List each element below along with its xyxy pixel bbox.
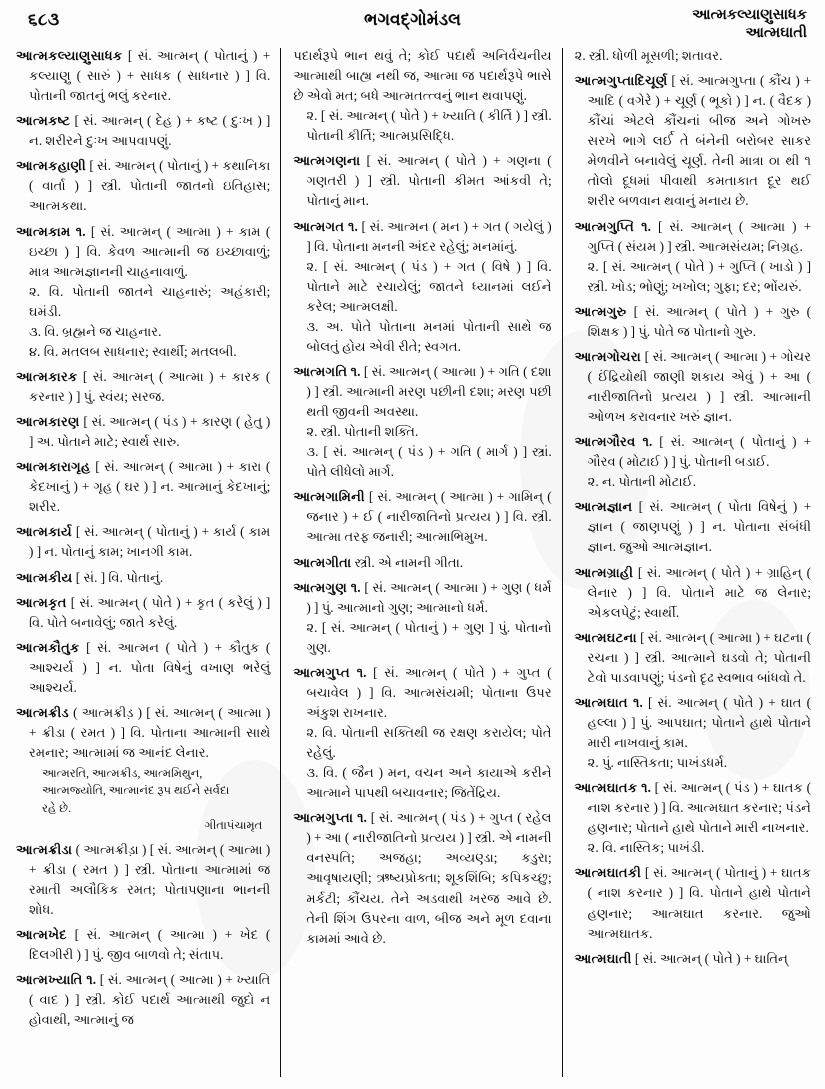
entry-headword: આત્મકામ: [16, 223, 71, 239]
entry-headword: આત્મગીતા: [293, 554, 352, 570]
entry-definition: [16, 522, 270, 562]
dictionary-entry: [575, 347, 811, 427]
entry-sense: ૨. વિ. પોતાની સક્તિથી જ રક્ષણ કરાયેલ; પોતે રહેલું.: [306, 725, 552, 761]
entry-headword: આત્મઘાત: [574, 694, 628, 710]
entry-sense: ૨. વિ. નાસ્તિક; પાખંડી.: [587, 840, 705, 856]
entry-body-text: [ સં. આત્મન્ ( આત્મા ) + ગોચર ( ઈંદ્રિયોથી જાણી શકાય એવું ) + આ ( નારીજાતિનો પ્રત્યય ) ] સ્ત્રી. આત્માની ઓળખ કરાવનાર ખરું જ્ઞાન.: [587, 348, 812, 425]
sense-number: ૧.: [70, 223, 86, 239]
entry-definition: [293, 578, 551, 618]
entry-body-text: પદાર્થરૂપે ભાન થવું તે; કોઈ પદાર્થ અનિર્વચનીય આત્માથી બાહ્ય નથી જ, આત્મા જ પદાર્થરૂપે ભાસે છે એવો મત; બધે આત્મતત્ત્વનું ભાન થવાપણું.: [293, 48, 552, 104]
dictionary-entry: [575, 497, 811, 557]
entry-headword: આત્મગુપ્તિ: [574, 218, 635, 234]
column-1: [0, 46, 280, 1085]
entry-body-text: [ સં. આત્મન્ ( પોતે ) + ગણના ( ગણતરી ) ] સ્ત્રી. પોતાની કીમત આંકવી તે; પોતાનું માન.: [306, 153, 552, 209]
dictionary-entry: [293, 362, 551, 482]
dictionary-entry: [575, 432, 811, 492]
dictionary-entry: [16, 703, 270, 835]
citation-line: આત્મરતિ, આત્મક્રીડ, આત્મમિથુન,: [42, 767, 203, 781]
sense-number: ૧.: [350, 664, 367, 680]
guide-word-last: આત્મઘાતી: [745, 25, 807, 42]
entry-headword: આત્મખેદ: [16, 926, 67, 942]
entry-headword: આત્મક્રીડા: [16, 841, 73, 857]
entry-body-text: ( આત્મક્રીડ઼ ) [ સં. આત્મન્ ( આત્મા ) + ક્રીડા ( રમત ) ] વિ. પોતાના આત્માની સાથે રમનાર; આત્મામાં જ આનંદ લેનાર.: [29, 704, 271, 760]
entry-sense: ૩. વિ. બ્રહ્મને જ ચાહનાર.: [29, 323, 162, 339]
dictionary-entry: [575, 863, 811, 943]
entry-headword: આત્મગૌરવ: [574, 434, 636, 450]
entry-definition: [575, 563, 811, 623]
entry-headword: આત્મકાર્ય: [16, 524, 72, 540]
entry-definition: [575, 863, 811, 943]
entry-body-text: [ સં. આત્મન્ ( પોતે ) + ઘાતિન્: [631, 950, 788, 966]
entry-headword: આત્મખ્યાતિ: [16, 972, 83, 987]
entry-sense: ૩. [ સં. આત્મન્ ( પંડ ) + ગતિ ( માર્ગ ) ] સ્ત્રાં. પોતે લીધેલો માર્ગ.: [306, 444, 552, 480]
dictionary-entry: [16, 367, 270, 407]
entry-headword: આત્મગુપ્તા: [293, 810, 354, 826]
entry-headword: આત્મકહાણી: [16, 158, 86, 174]
entry-definition: [16, 568, 270, 588]
sense-number: ૧.: [344, 218, 358, 234]
dictionary-entry: [575, 628, 811, 688]
dictionary-entry: [16, 970, 270, 1030]
entry-definition: [575, 217, 811, 257]
dictionary-entry: [293, 487, 551, 547]
entry-body-text: [ સં. આત્મન્ ( આત્મા ) + ગુણ ( ધર્મ ) ] પું. આત્માનો ગુણ; આત્માનો ધર્મ.: [306, 579, 552, 615]
entry-headword: આત્મગતિ: [293, 363, 348, 379]
dictionary-entry: [575, 302, 811, 342]
guide-word-first: આત્મકલ્યાણુસાધક: [692, 7, 807, 23]
dictionary-entry: [16, 46, 270, 106]
entry-definition: [293, 553, 551, 573]
entry-definition: [16, 222, 270, 282]
dictionary-entry: [16, 593, 270, 633]
entry-sense: ૨. [ સં. આત્મન્ ( પંડ ) + ગત ( વિષે ) ] વિ. પોતાને માટે રચાયેલું; જાતને ધ્યાનમાં લઈને કરેલ; આત્મલક્ષી.: [306, 258, 552, 314]
entry-body-text: ( આત્મક્રીડ઼ા ) [ સં. આત્મન્ ( આત્મા ) + ક્રીડા ( રમત ) ] સ્ત્રી. પોતાના આત્મામાં જ રમાતી અલૌકિક રમત; પોતાપણાના ભાનની શોધ.: [29, 841, 271, 917]
entry-body-text: [ સં. આત્મન્ ( પોતાનું ) + કાર્ય ( કામ ) ] ન. પોતાનું કામ; ખાનગી કામ.: [29, 524, 271, 560]
entry-sense: ૨. [ સં. આત્મન્ ( પોતે ) + ગુપ્તિ ( ખાડો ) ] સ્ત્રી. ખોડ; ભોણું; ખખોલ; ગુફા; દર; ભોંયરું.: [587, 258, 812, 294]
citation-line: આત્મજ્યોતિ, આત્માનંદ રૂપ થઈને સર્વદા: [42, 784, 230, 798]
entry-body-text: [ સં. આત્મન્ ( પોતાનું ) + ઘાતક ( નાશ કરનાર ) ] વિ. પોતાને હાથે પોતાને હણનાર; આત્મઘાત કરનાર. જુઓ આત્મઘાતક.: [587, 865, 812, 941]
entry-definition: [16, 412, 270, 452]
dictionary-title: ભગવદ્‌ગોમંડલ: [364, 10, 461, 29]
entry-definition: [16, 111, 270, 151]
entry-citation: [16, 765, 270, 835]
column-3: [563, 46, 825, 1085]
entry-body-text: [ સં. આત્મન્ ( આત્મા ) + ગુપ્તિ ( સંયમ ) ] સ્ત્રી. આત્મસંયમ; નિગ્રહ.: [587, 218, 812, 254]
entry-definition: [16, 593, 270, 633]
entry-headword: આત્મઘાતકી: [574, 865, 642, 881]
entry-body-text: [ સં. આત્મન્ ( પોતે ) + ગુરુ ( શિક્ષક ) ] પું. પોતે જ પોતાનો ગુરુ.: [587, 303, 812, 339]
sense-number: ૧.: [347, 579, 361, 595]
entry-sense: ૨. વિ. પોતાની જાતને ચાહનારું; અહંકારી; ઘમંડી.: [29, 283, 271, 319]
entry-definition: [575, 628, 811, 688]
entry-headword: આત્મગુપ્ત: [293, 664, 350, 680]
entry-body-text: [ સં. આત્મન્ ( પોતે ) + ઘાત ( હલ્લા ) ] પું. આપઘાત; પોતાને હાથે પોતાને મારી નાખવાનું કામ.: [587, 694, 812, 750]
entry-definition: [575, 71, 811, 211]
entry-definition: [575, 497, 811, 557]
dictionary-entry: [575, 217, 811, 297]
entry-body-text: [ સં. આત્મન્ ( આત્મા ) + ઘટના ( રચના ) ] સ્ત્રી. આત્માને ઘડવો તે; પોતાની ટેવો પાડવાપણું; પંડનો દૃઢ સ્વભાવ બાંધવો તે.: [587, 629, 812, 685]
entry-body-text: [ સં. આત્મન્ ( પોતાનું ) + કલ્યાણુ ( સારું ) + સાધક ( સાધનાર ) ] વિ. પોતાની જાતનું ભલું કરનાર.: [29, 48, 271, 104]
dictionary-entry: [293, 151, 551, 211]
entry-headword: આત્મગામિની: [293, 489, 365, 505]
entry-headword: આત્મઘાતી: [574, 950, 632, 966]
entry-definition: [293, 362, 551, 422]
dictionary-entry: [575, 71, 811, 211]
entry-headword: આત્મકષ્ટ: [16, 113, 71, 129]
dictionary-entry: [575, 949, 811, 969]
entry-sense: ૨. [ સં. આત્મન્ ( પોતાનું ) + ગુણ ] પું. પોતાનો ગુણ.: [306, 619, 552, 655]
entry-body-text: [ સં. ] વિ. પોતાનું.: [72, 569, 164, 585]
entry-definition: [575, 347, 811, 427]
dictionary-entry: [293, 553, 551, 573]
sense-number: ૧.: [347, 363, 361, 379]
entry-body-text: [ સં. આત્મન્ ( આત્મા ) + ગતિ ( દશા ) ] સ્ત્રી. આત્માની મરણ પછીની દશા; મરણ પછી થતી જીવની અવસ્થા.: [306, 363, 552, 420]
dictionary-entry: [293, 578, 551, 658]
entry-headword: આત્મગુપ્તાદિચૂર્ણ: [574, 73, 668, 89]
entry-body-text: [ સં. આત્મન્ ( આત્મા ) + કામ ( ઇચ્છા ) ] વિ. કેવળ આત્માની જ ઇચ્છાવાળું; માત્ર આત્મજ્ઞાનની ચાહનાવાળું.: [29, 223, 271, 279]
entry-definition: [16, 367, 270, 407]
citation-line: રહે છે.: [42, 801, 71, 815]
entry-definition: [575, 432, 811, 472]
entry-body-text: [ સં. આત્મન્ ( આત્મા ) + ખ્યાતિ ( વાદ ) ] સ્ત્રી. કોઈ પદાર્થ આત્માથી જુદો ન હોવાથી, આત્માનું જ: [29, 972, 271, 1028]
dictionary-entry: [16, 925, 270, 965]
entry-sense: ૨. પું. નાસ્તિકતા; પાખંડધર્મ.: [587, 755, 728, 771]
entry-headword: આત્મકારણ: [16, 414, 80, 430]
entry-headword: આત્મગોચરા: [574, 348, 641, 364]
column-2: [281, 46, 561, 1085]
sense-number: ૧.: [634, 218, 651, 234]
page-folio-number: ૬૮૩: [28, 10, 60, 29]
entry-sense: ૨. ન. પોતાની મોટાઈ.: [587, 474, 697, 490]
entry-sense: ૩. અ. પોતે પોતાના મનમાં પોતાની સાથે જ બોલતું હોય એવી રીતે; સ્વગત.: [306, 318, 552, 354]
dictionary-entry: [293, 217, 551, 357]
entry-body-text: [ સં. આત્મન્ ( દેહ ) + કષ્ટ ( દુઃખ ) ] ન. શરીરને દુઃખ આપવાપણું.: [29, 113, 271, 149]
entry-body-text: [ સં. આત્મન્ ( પોતે ) + ગ્રાહિન્ ( લેનાર ) ] વિ. પોતાને માટે જ લેનાર; એકલપેટું; સ્વાર્થી.: [587, 564, 812, 620]
entry-headword: આત્મગ્રાહી: [574, 564, 634, 580]
entry-sense: ૪. વિ. મતલબ સાધનાર; સ્વાર્થી; મતલબી.: [29, 343, 237, 359]
entry-headword: આત્મકીય: [16, 569, 73, 585]
sense-number: ૧.: [627, 694, 643, 710]
entry-headword: આત્મઘટના: [574, 629, 637, 645]
sense-number: ૧.: [637, 780, 651, 796]
dictionary-entry: [16, 457, 270, 517]
entry-sense: ૨. [ સં. આત્મન્ ( પોતે ) + ખ્યાતિ ( કીર્તિ ) ] સ્ત્રી. પોતાની કીર્તિ; આત્મપ્રસિદ્ધિ.: [306, 108, 552, 144]
entry-body-text: [ સં. આત્મન્ ( આત્મા ) + કારા ( કેદખાનું ) + ગૃહ ( ઘર ) ] ન. આત્માનું કેદખાનું; શરીર.: [29, 459, 271, 515]
dictionary-entry: [293, 808, 551, 948]
entry-definition: [16, 638, 270, 698]
entry-headword: આત્મગુરુ: [574, 303, 627, 319]
entry-definition: [575, 693, 811, 753]
entry-continuation: [293, 46, 551, 146]
entry-body-text: [ સં. આત્મન્ ( પોતે ) + કૃત ( કરેલું ) ] વિ. પોતે બનાવેલું; જાતે કરેલું.: [29, 594, 271, 630]
entry-body-text: [ સં. આત્મન્ ( પંડ ) + ગુપ્ત ( રહેલ ) + આ ( નારીજાતિનો પ્રત્યય ) ] સ્ત્રી. એ નામની વનસ્પતિ; અજહા; અવ્યણ્ડા; કડુરા; આવૃષાયણી; ઋષ્યપ્રોક્તા; શૂકશિંબિ; કપિકચ્છુ; મર્કટી; કૌંચય. તેને અડવાથી ખરજ આવે છે. તેની શિંગ ઉપરના વાળ, બીજ અને મૂળ દવાના કામમાં આવે છે.: [306, 810, 552, 946]
dictionary-entry: [16, 412, 270, 452]
entry-definition: [16, 703, 270, 763]
entry-headword: આત્મગણના: [293, 153, 361, 169]
entry-body-text: [ સં. આત્મન્ ( આત્મા ) + ગામિન્ ( જનાર ) + ઈ ( નારીજાતિનો પ્રત્યય ) ] વિ. સ્ત્રી. આત્મા તરફ જનારી; આત્માભિમુખ.: [306, 489, 552, 545]
dictionary-entry: [16, 522, 270, 562]
dictionary-entry: [16, 638, 270, 698]
entry-body-text: [ સં. આત્મગુપ્તા ( કૌંચ ) + આદિ ( વગેરે ) + ચૂર્ણ ( ભૂકો ) ] ન. ( વૈદક ) કૌંચાં એટલે કૌંચનાં બીજ અને ગોખરુ સરખે ભાગે લર્ઈ તે બંનેની બરોબર સાકર મેળવીને બનાવેલું ચૂર્ણ. તેની માત્રા ૦ા થી ૧ તોલો દૂધમાં પીવાથી કમતાકાત દૂર થઈ શરીર બળવાન થવાનું મનાય છે.: [587, 73, 812, 209]
entry-body-text: [ સં. આત્મન્ ( આત્મા ) + કારક ( કરનાર ) ] પું. સ્વંય; સરજ.: [29, 368, 271, 404]
entry-body-text: [ સં. આત્મન્ ( પોતા વિષેનું ) + જ્ઞાન ( જાણપણું ) ] ન. પોતાના સંબંધી જ્ઞાન. જુઓ આત્મજ્ઞાન.: [587, 499, 812, 555]
entry-sense: ૨. સ્ત્રી. પોતાની શક્તિ.: [306, 424, 419, 440]
dictionary-entry: [16, 111, 270, 151]
citation-source: ગીતાપંચામૃત: [204, 819, 263, 833]
entry-definition: [293, 663, 551, 723]
entry-definition: [575, 46, 811, 66]
entry-continuation: [575, 46, 811, 66]
entry-headword: આત્મકારક: [16, 368, 78, 384]
entry-definition: [16, 970, 270, 1030]
guide-words: [692, 6, 807, 42]
entry-headword: આત્મકારાગૃહ: [16, 459, 91, 475]
entry-sense: ૩. વિ. ( જૈન ) મન, વચન અને કાયાએ કરીને આત્માને પાપથી બચાવનાર; જિતેંદ્રિય.: [306, 765, 552, 801]
entry-definition: [293, 487, 551, 547]
entry-definition: [293, 217, 551, 257]
running-head: [0, 0, 825, 48]
dictionary-entry: [575, 563, 811, 623]
entry-body-text: [ સં. આત્મન્ ( પંડ ) + કારણ ( હેતુ ) ] અ. પોતાને માટે; સ્વાર્થ સારુ.: [29, 414, 271, 450]
column-container: [0, 46, 825, 1085]
entry-body-text: ૨. સ્ત્રી. ધોળી મૂસળી; શતાવર.: [574, 48, 723, 63]
dictionary-entry: [575, 778, 811, 858]
entry-definition: [293, 151, 551, 211]
entry-headword: આત્મગુણ: [293, 579, 348, 595]
entry-definition: [16, 457, 270, 517]
dictionary-entry: [16, 568, 270, 588]
dictionary-entry: [293, 663, 551, 803]
entry-body-text: [ સં. આત્મન ( મન ) + ગત ( ગયેલું ) ] વિ. પોતાના મનની અંદર રહેલું; મનમાંનું.: [306, 218, 552, 254]
dictionary-entry: [16, 840, 270, 920]
entry-headword: આત્મઘાતક: [574, 780, 638, 796]
entry-definition: [575, 302, 811, 342]
entry-definition: [575, 949, 811, 969]
dictionary-entry: [16, 156, 270, 216]
entry-headword: આત્મજ્ઞાન: [574, 499, 633, 515]
entry-definition: [16, 840, 270, 920]
entry-headword: આત્મગત: [293, 218, 345, 234]
entry-definition: [16, 156, 270, 216]
entry-definition: [293, 808, 551, 948]
entry-body-text: [ સં. આત્મન્ ( પંડ ) + ઘાતક ( નાશ કરનાર ) ] વિ. આત્મઘાત કરનાર; પંડને હણનાર; પોતાને હાથે પોતાને મારી નાખનાર.: [587, 780, 812, 836]
sense-number: ૧.: [82, 972, 97, 987]
entry-definition: [293, 46, 551, 106]
sense-number: ૧.: [635, 434, 653, 450]
dictionary-entry: [575, 693, 811, 773]
entry-body-text: સ્ત્રી. એ નામની ગીતા.: [351, 554, 464, 570]
entry-body-text: [ સં. આત્મન્ ( પોતાનું ) + કથાનિકા ( વાર્તા ) ] સ્ત્રી. પોતાની જાતનો ઇતિહાસ; આત્મકથા.: [29, 158, 271, 214]
entry-definition: [16, 925, 270, 965]
entry-body-text: [ સં. આત્મન્ ( આત્મા ) + ખેદ ( દિલગીરી ) ] પું. જીવ બાળવો તે; સંતાપ.: [29, 926, 271, 962]
entry-body-text: [ સં. આત્મન્ ( પોતાનું ) + ગૌરવ ( મોટાઈ ) ] પું. પોતાની બડાઈ.: [587, 434, 812, 470]
dictionary-entry: [16, 222, 270, 362]
entry-body-text: [ સં. આત્મન્ ( પોતે ) + ગુપ્ત ( બચાવેલ ) ] વિ. આત્મસંયમી; પોતાના ઉપર અંકુશ રાખનાર.: [306, 664, 552, 720]
entry-headword: આત્મકૌતુક: [16, 639, 80, 655]
entry-headword: આત્મક્રીડ: [16, 704, 69, 720]
entry-definition: [575, 778, 811, 838]
entry-definition: [16, 46, 270, 106]
entry-headword: આત્મકૃત: [16, 594, 67, 610]
sense-number: ૧.: [353, 810, 367, 826]
entry-body-text: [ સં. આત્મન ( પોતે ) + કૌતુક ( આશ્ચર્ય ) ] ન. પોતા વિષેનું વખાણ ભરેલું આશ્ચર્ય.: [29, 639, 271, 695]
entry-headword: આત્મકલ્યાણુસાધક: [16, 48, 123, 63]
